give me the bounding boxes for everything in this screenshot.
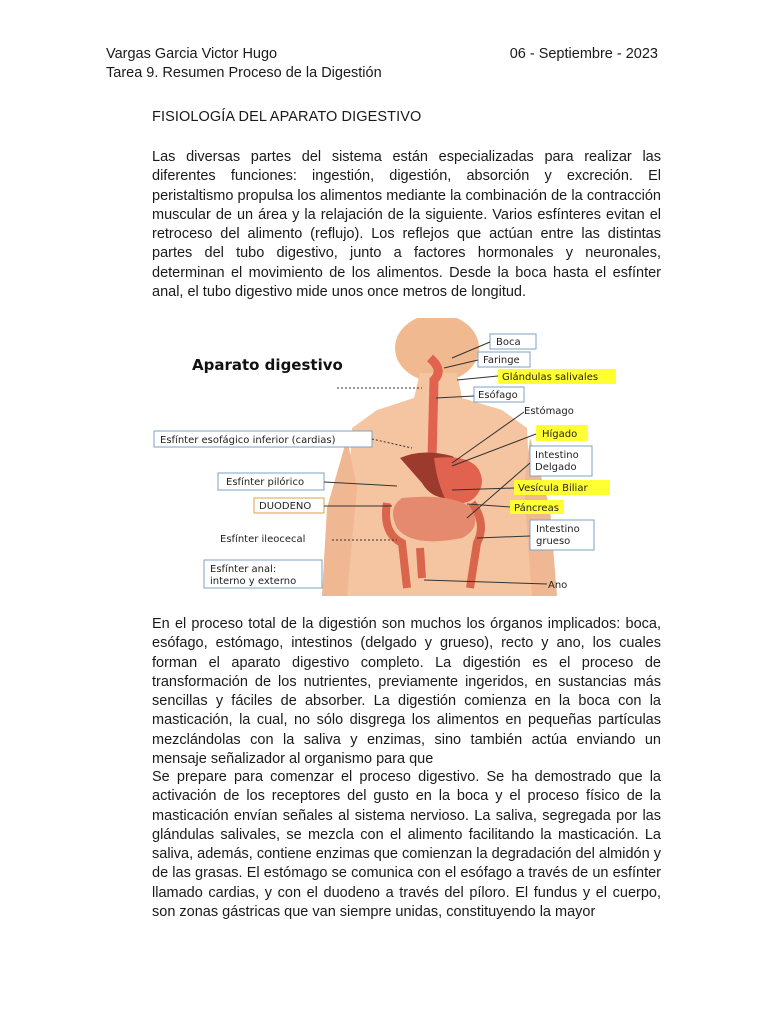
task-title: Tarea 9. Resumen Proceso de la Digestión bbox=[106, 65, 382, 81]
label-intestino-delgado-2: Delgado bbox=[535, 462, 577, 473]
figure-title: Aparato digestivo bbox=[192, 356, 343, 374]
label-intestino-grueso-2: grueso bbox=[536, 536, 571, 547]
author-name: Vargas Garcia Victor Hugo bbox=[106, 46, 278, 62]
document-date: 06 - Septiembre - 2023 bbox=[509, 46, 658, 62]
label-pancreas: Páncreas bbox=[514, 503, 559, 514]
label-boca: Boca bbox=[496, 337, 521, 348]
section-title: FISIOLOGÍA DEL APARATO DIGESTIVO bbox=[152, 109, 422, 125]
digestive-diagram bbox=[152, 318, 662, 596]
label-esfinter-anal-1: Esfínter anal: bbox=[210, 564, 277, 575]
label-ano: Ano bbox=[548, 580, 568, 591]
label-glandulas: Glándulas salivales bbox=[502, 372, 599, 383]
document-header bbox=[106, 45, 382, 83]
label-estomago: Estómago bbox=[524, 406, 574, 417]
label-esfinter-pilorico: Esfínter pilórico bbox=[226, 477, 305, 488]
label-vesicula: Vesícula Biliar bbox=[518, 483, 588, 494]
label-esfinter-anal-2: interno y externo bbox=[210, 576, 297, 587]
digestive-system-figure bbox=[152, 318, 662, 596]
label-duodeno: DUODENO bbox=[259, 501, 312, 512]
label-faringe: Faringe bbox=[483, 355, 520, 366]
paragraph-organs: En el proceso total de la digestión son muchos los órganos implicados: boca, esófago, estómago, intestinos (delgado y grueso), recto y ano, los cuales forman el aparato digestivo completo. La digestión es el proceso de transformación de los nutrientes, previamente ingeridos, en sustancias más sencillas y fáciles de absorber. La digestión comienza en la boca con la masticación, la cual, no sólo disgrega los alimentos en pequeñas partículas mezclándolas con la saliva y enzimas, sino también actúa enviando un mensaje señalizador al organismo para que bbox=[152, 616, 661, 768]
label-esfinter-ileocecal: Esfínter ileocecal bbox=[220, 534, 306, 545]
paragraph-process: Se prepare para comenzar el proceso digestivo. Se ha demostrado que la activación de los receptores del gusto en la boca y el proceso físico de la masticación envían señales al sistema nervioso. La saliva, segregada por las glándulas salivales, se mezcla con el alimento facilitando la masticación. La saliva, además, contiene enzimas que comienzan la degradación del almidón y de las grasas. El estómago se comunica con el esófago a través de un esfínter llamado cardias, y con el duodeno a través del píloro. El fundus y el cuerpo, son zonas gástricas que van siempre unidas, constituyendo la mayor bbox=[152, 769, 661, 921]
label-esofago: Esófago bbox=[478, 390, 518, 401]
label-intestino-delgado-1: Intestino bbox=[535, 450, 579, 461]
label-higado: Hígado bbox=[542, 429, 578, 440]
paragraph-intro: Las diversas partes del sistema están especializadas para realizar las diferentes funciones: ingestión, digestión, absorción y excreción. El peristaltismo propulsa los alimentos mediante la combinación de la contracción muscular de un área y la relajación de la siguiente. Varios esfínteres evitan el retroceso del alimento (reflujo). Los reflejos que actúan entre las distintas partes del tubo digestivo, junto a factores hormonales y neuronales, determinan el movimiento de los alimentos. Desde la boca hasta el esfínter anal, el tubo digestivo mide unos once metros de longitud. bbox=[152, 149, 661, 301]
label-intestino-grueso-1: Intestino bbox=[536, 524, 580, 535]
label-esfinter-esofagico: Esfínter esofágico inferior (cardias) bbox=[160, 435, 336, 446]
